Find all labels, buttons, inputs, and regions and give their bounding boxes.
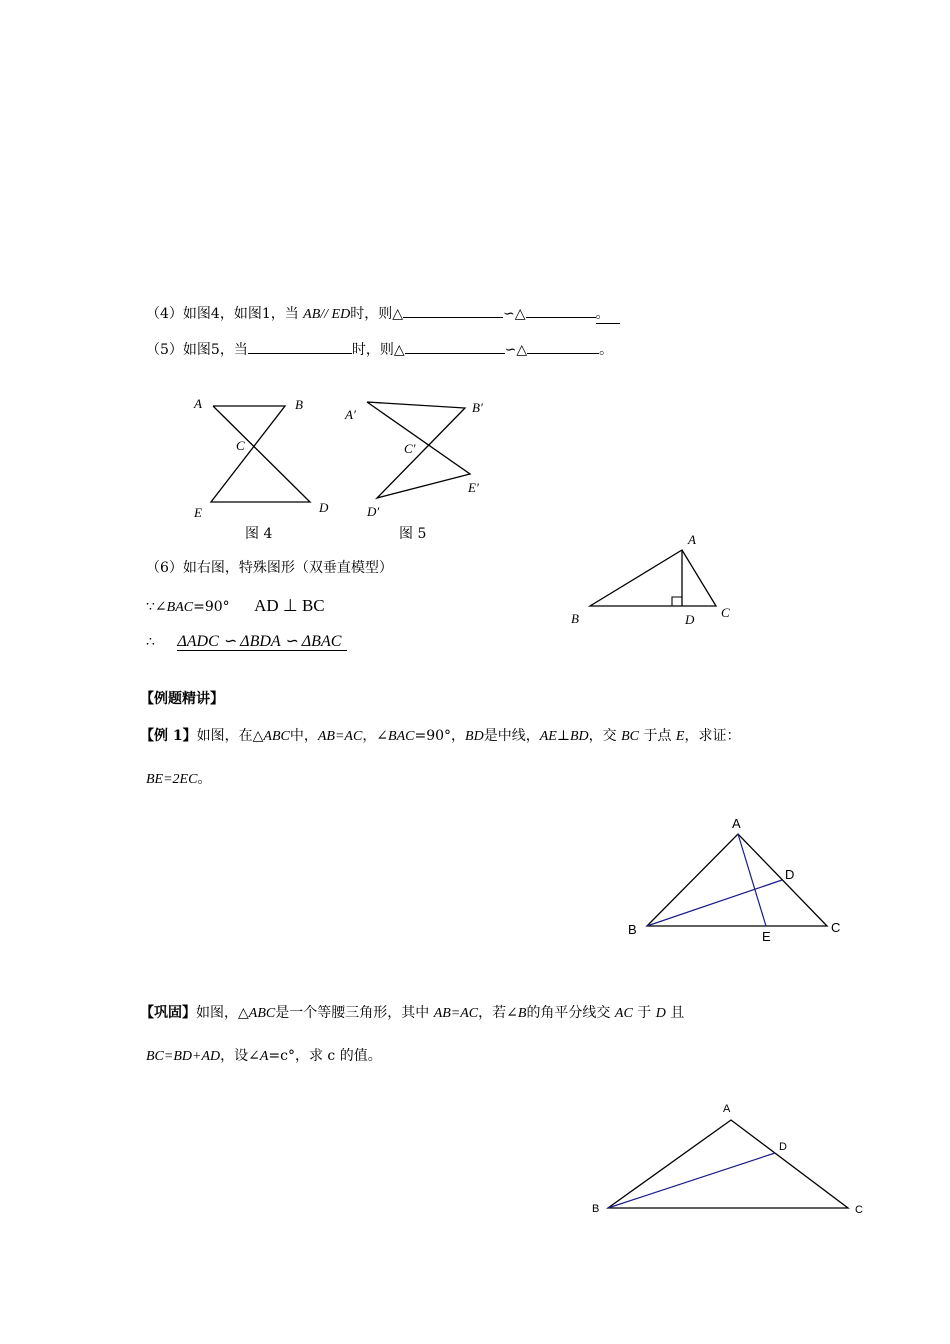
ex1-text: 是中线， xyxy=(483,728,540,744)
fig4-label-d: D xyxy=(319,500,329,515)
consolidate-line-2 xyxy=(146,1047,382,1066)
fig5-shape xyxy=(367,402,470,498)
cons-a: A xyxy=(259,1049,269,1064)
figure-4 xyxy=(186,392,346,542)
cons-cond2: BC=BD+AD xyxy=(146,1049,221,1064)
q4-blank-1[interactable] xyxy=(403,303,503,318)
q5-blank-1[interactable] xyxy=(248,339,352,354)
ex1-label-c: C xyxy=(831,920,841,935)
q5-blank-3[interactable] xyxy=(527,339,599,354)
ex1-text: ，求证： xyxy=(684,728,741,744)
ex1-text: 中， xyxy=(289,728,318,744)
cons-cond: AB=AC xyxy=(433,1006,479,1021)
ex1-cond: AB=AC xyxy=(317,729,363,744)
right-angle-mark xyxy=(672,597,682,606)
cons-text: ，若∠ xyxy=(478,1005,518,1021)
ex1-label-b: B xyxy=(628,922,637,937)
because-value: =90° xyxy=(193,599,230,615)
cons-text: 且 xyxy=(665,1005,685,1021)
therefore-symbol: ∴ xyxy=(146,634,155,650)
cons-ac: AC xyxy=(614,1006,633,1021)
q6-label-c: C xyxy=(721,605,730,620)
consolidate-line-1 xyxy=(140,1004,684,1023)
ex1-segment-bd xyxy=(647,880,782,926)
ex1-bd: BD xyxy=(570,729,589,744)
ex1-claim: BE=2EC xyxy=(146,772,198,787)
q5-prefix: （5）如图5，当 xyxy=(146,342,248,358)
cons-label-b: B xyxy=(592,1203,600,1215)
fig5-label-a: A′ xyxy=(345,407,356,422)
example-1-line-2 xyxy=(146,770,211,789)
because-angle: ∠ xyxy=(154,599,167,615)
cons-text: ，设∠ xyxy=(220,1048,260,1064)
because-symbol: ∵ xyxy=(146,599,155,615)
example-1-line-1 xyxy=(140,727,740,746)
ex1-text: =90°， xyxy=(414,728,466,744)
q4-prefix: （4）如图4，如图1，当 xyxy=(146,306,304,322)
figure-5 xyxy=(340,392,500,542)
ex1-triangle xyxy=(647,834,827,926)
ex1-text: 于点 xyxy=(639,728,676,744)
cons-text: 是一个等腰三角形，其中 xyxy=(275,1005,434,1021)
consolidate-figure xyxy=(585,1100,875,1230)
cons-text: 于 xyxy=(632,1005,656,1021)
cons-segment-bd xyxy=(608,1153,775,1208)
q6-label-d: D xyxy=(685,612,695,627)
consolidate-tag: 【巩固】 xyxy=(140,1005,196,1021)
fig5-label-b: B′ xyxy=(472,400,483,415)
fig5-label-c: C′ xyxy=(404,441,416,456)
example-1-figure xyxy=(620,810,860,950)
section-heading: 【例题精讲】 xyxy=(140,691,224,707)
cons-d: D xyxy=(655,1006,666,1021)
ex1-text: 。 xyxy=(197,771,212,787)
cons-abc: ABC xyxy=(248,1006,276,1021)
ex1-text: ，交 xyxy=(588,728,622,744)
fig4-label-b: B xyxy=(295,397,303,412)
q6-triangle xyxy=(590,550,716,606)
fig4-label-e: E xyxy=(194,505,202,520)
fig5-label-d: D′ xyxy=(367,504,380,519)
cons-label-a: A xyxy=(723,1103,731,1115)
q5-mid: 时，则△ xyxy=(351,342,405,358)
q6-therefore xyxy=(146,633,347,651)
fig5-label-e: E′ xyxy=(468,480,479,495)
ex1-text: ⊥ xyxy=(556,728,570,744)
q6-label-b: B xyxy=(571,611,579,626)
fig4-hourglass xyxy=(211,406,310,502)
example-1-tag: 【例 1】 xyxy=(140,728,197,744)
ex1-abc: ABC xyxy=(263,729,290,744)
q5-blank-2[interactable] xyxy=(405,339,505,354)
q6-figure xyxy=(566,530,746,630)
cons-text: =c°，求 c 的值。 xyxy=(268,1048,382,1064)
because-bac: BAC xyxy=(166,600,194,615)
question-4 xyxy=(146,303,620,324)
ex1-label-a: A xyxy=(732,816,741,831)
ex1-text: ，∠ xyxy=(362,728,389,744)
ex1-ae: AE xyxy=(539,729,557,744)
cons-b: B xyxy=(517,1006,527,1021)
q4-condition: AB// ED xyxy=(303,307,351,322)
q5-end: 。 xyxy=(599,342,614,358)
fig4-label-c: C xyxy=(236,438,245,453)
cons-text: 如图，△ xyxy=(196,1005,249,1021)
cons-label-c: C xyxy=(855,1204,863,1216)
fig5-caption: 图 5 xyxy=(399,526,427,542)
fig4-label-a: A xyxy=(194,396,202,411)
q4-end: 。 xyxy=(596,305,620,324)
therefore-text: ΔADC ∽ ΔBDA ∽ ΔBAC xyxy=(177,634,347,651)
ex1-bd: BD xyxy=(465,729,484,744)
cons-triangle xyxy=(608,1120,848,1208)
because-perp: AD ⊥ BC xyxy=(254,596,325,615)
q6-title: （6）如右图，特殊图形（双垂直模型） xyxy=(146,560,393,576)
ex1-bc: BC xyxy=(621,729,640,744)
ex1-e: E xyxy=(675,729,685,744)
q4-blank-2[interactable] xyxy=(526,303,596,318)
q6-because xyxy=(146,597,325,617)
q4-mid: 时，则△ xyxy=(350,306,403,322)
ex1-label-e: E xyxy=(762,929,771,944)
ex1-bac: BAC xyxy=(388,729,415,744)
q5-sim: ∽△ xyxy=(504,342,528,358)
q6-label-a: A xyxy=(688,532,696,547)
fig4-caption: 图 4 xyxy=(245,526,273,542)
cons-text: 的角平分线交 xyxy=(526,1005,615,1021)
ex1-label-d: D xyxy=(785,867,795,882)
question-5 xyxy=(146,339,613,359)
cons-label-d: D xyxy=(779,1141,787,1153)
q4-sim: ∽△ xyxy=(503,306,526,322)
ex1-text: 如图，在△ xyxy=(196,728,264,744)
